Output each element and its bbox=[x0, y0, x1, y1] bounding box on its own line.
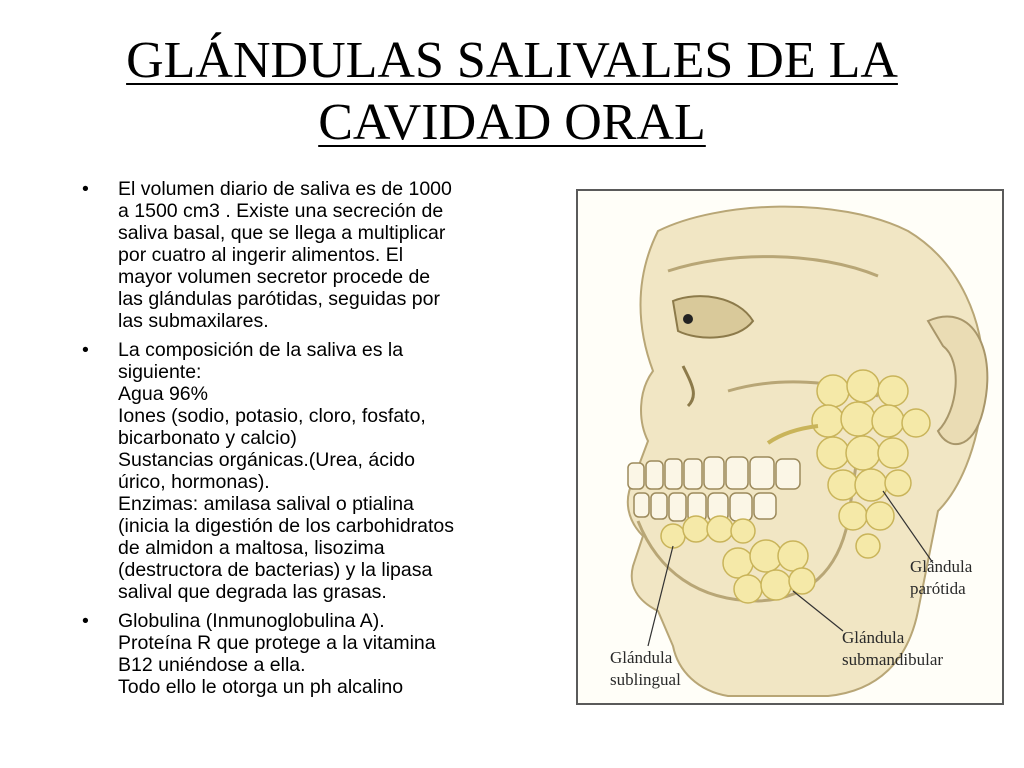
bullet-item-composition bbox=[78, 339, 518, 603]
bullet-line: (inicia la digestión de los carbohidratos bbox=[118, 515, 455, 537]
bullet-list bbox=[78, 178, 518, 705]
bullet-item-volume bbox=[78, 178, 518, 332]
bullet-marker: • bbox=[82, 610, 89, 632]
label-parotida bbox=[910, 556, 972, 600]
label-sublingual bbox=[610, 647, 681, 691]
title-line-1: GLÁNDULAS SALIVALES DE LA bbox=[126, 32, 898, 89]
bullet-line: bicarbonato y calcio) bbox=[118, 427, 297, 449]
upper-teeth bbox=[628, 457, 800, 489]
bullet-line: a 1500 cm3 . Existe una secreción de bbox=[118, 200, 444, 222]
bullet-line: (destructora de bacterias) y la lipasa bbox=[118, 559, 433, 581]
bullet-marker: • bbox=[82, 339, 89, 361]
bullet-line: Enzimas: amilasa salival o ptialina bbox=[118, 493, 414, 515]
salivary-glands-illustration bbox=[576, 189, 1004, 705]
label-line: submandibular bbox=[842, 650, 944, 669]
label-line: Glándula bbox=[610, 648, 673, 667]
bullet-line: de almidon a maltosa, lisozima bbox=[118, 537, 385, 559]
bullet-line: Globulina (Inmunoglobulina A). bbox=[118, 610, 385, 632]
label-submandibular bbox=[842, 627, 943, 671]
bullet-line: las glándulas parótidas, seguidas por bbox=[118, 288, 440, 310]
lower-teeth bbox=[634, 493, 776, 521]
bullet-line: Todo ello le otorga un ph alcalino bbox=[118, 676, 404, 698]
bullet-line: Iones (sodio, potasio, cloro, fosfato, bbox=[118, 405, 426, 427]
bullet-line: salival que degrada las grasas. bbox=[118, 581, 387, 603]
title-line-2: CAVIDAD ORAL bbox=[318, 94, 706, 151]
bullet-line: úrico, hormonas). bbox=[118, 471, 270, 493]
bullet-line: El volumen diario de saliva es de 1000 bbox=[118, 178, 452, 200]
bullet-line: saliva basal, que se llega a multiplicar bbox=[118, 222, 446, 244]
bullet-line: las submaxilares. bbox=[118, 310, 269, 332]
bullet-line: Sustancias orgánicas.(Urea, ácido bbox=[118, 449, 415, 471]
bullet-line: B12 uniéndose a ella. bbox=[118, 654, 306, 676]
bullet-line: siguiente: bbox=[118, 361, 202, 383]
bullet-line: Proteína R que protege a la vitamina bbox=[118, 632, 436, 654]
skull-outline bbox=[628, 207, 984, 696]
eye-marker bbox=[683, 314, 693, 324]
label-line: Glándula bbox=[842, 628, 905, 647]
bullet-line: por cuatro al ingerir alimentos. El bbox=[118, 244, 404, 266]
bullet-marker: • bbox=[82, 178, 89, 200]
bullet-item-globulin bbox=[78, 610, 518, 698]
slide-title bbox=[40, 30, 984, 154]
label-line: parótida bbox=[910, 579, 966, 598]
submandibular-gland bbox=[723, 540, 815, 603]
label-line: Glándula bbox=[910, 557, 973, 576]
label-line: sublingual bbox=[610, 670, 681, 689]
bullet-line: mayor volumen secretor procede de bbox=[118, 266, 431, 288]
bullet-line: Agua 96% bbox=[118, 383, 208, 405]
bullet-line: La composición de la saliva es la bbox=[118, 339, 404, 361]
